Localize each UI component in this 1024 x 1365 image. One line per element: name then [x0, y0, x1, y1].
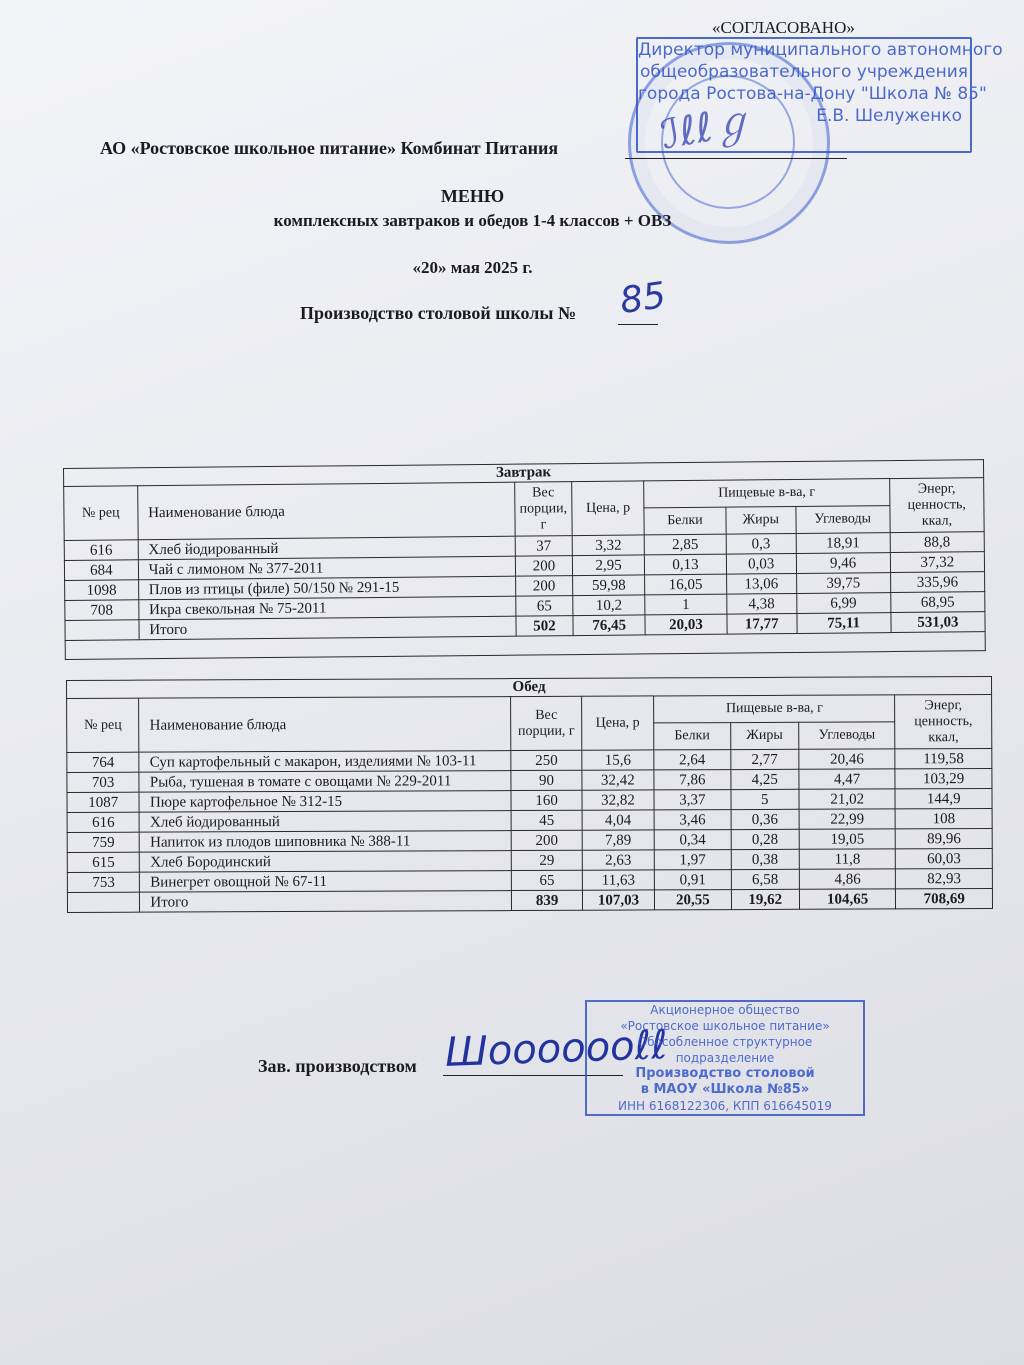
cell-energy: 335,96 — [890, 572, 984, 593]
col-carbs: Углеводы — [799, 722, 896, 749]
school-number-handwritten: 85 — [617, 275, 669, 322]
organization-underline — [625, 158, 847, 159]
cell-energy: 119,58 — [895, 748, 992, 768]
breakfast-rows — [64, 532, 985, 621]
cell-rec: 759 — [67, 832, 139, 852]
production-label: Производство столовой школы № — [300, 303, 577, 323]
total-label: Итого — [140, 891, 512, 913]
cell-rec: 703 — [67, 772, 139, 792]
col-carbs: Углеводы — [795, 506, 889, 534]
cell-name: Плов из птицы (филе) 50/150 № 291-15 — [138, 576, 515, 600]
cell-price: 2,63 — [582, 850, 654, 870]
cell-fat: 4,38 — [727, 593, 797, 614]
lunch-rows — [67, 748, 993, 892]
cell-protein: 2,64 — [654, 750, 730, 770]
cell-carbs: 4,86 — [799, 869, 896, 889]
cell-name: Напиток из плодов шиповника № 388-11 — [140, 831, 512, 853]
cell-energy: 68,95 — [890, 592, 984, 613]
menu-date: «20» мая 2025 г. — [412, 258, 533, 277]
cell-protein: 3,46 — [654, 810, 730, 830]
cell-protein: 16,05 — [645, 574, 727, 595]
cell-name: Пюре картофельное № 312-15 — [139, 791, 511, 813]
total-fat: 17,77 — [727, 613, 797, 634]
cell-protein: 0,13 — [644, 554, 726, 575]
cell-carbs: 22,99 — [799, 809, 896, 829]
col-fat: Жиры — [730, 722, 798, 749]
cell-name: Хлеб йодированный — [138, 536, 515, 560]
cell-rec: 616 — [67, 812, 139, 832]
cell-weight: 65 — [515, 596, 573, 617]
cell-carbs: 20,46 — [799, 749, 896, 769]
cell-price: 11,63 — [582, 870, 654, 890]
total-weight: 502 — [515, 616, 573, 637]
cell-protein: 3,37 — [654, 790, 730, 810]
stamp-line: в МАОУ «Школа №85» — [640, 1082, 810, 1097]
col-energy: Энерг, ценность, ккал, — [895, 694, 992, 748]
cell-carbs: 4,47 — [799, 769, 896, 789]
cell-weight: 160 — [511, 790, 581, 810]
cell-weight: 65 — [512, 870, 582, 890]
cell-rec: 753 — [67, 872, 139, 892]
menu-subtitle: комплексных завтраков и обедов 1-4 классов + ОВЗ — [273, 211, 672, 230]
cell-protein: 0,34 — [654, 830, 730, 850]
approval-stamp-signer: Е.В. Шелуженко — [816, 106, 962, 126]
total-weight: 839 — [512, 890, 582, 910]
col-protein: Белки — [644, 507, 726, 535]
lunch-table — [66, 676, 993, 913]
cell-rec: 708 — [65, 600, 139, 621]
cell-fat: 0,28 — [731, 829, 799, 849]
total-fat: 19,62 — [731, 889, 799, 909]
production-underline — [618, 324, 658, 325]
cell-carbs: 6,99 — [796, 593, 890, 614]
cell-fat: 2,77 — [730, 749, 798, 769]
col-fat: Жиры — [726, 506, 796, 534]
approval-stamp-line: общеобразовательного учреждения — [639, 62, 969, 82]
total-protein: 20,55 — [655, 890, 731, 910]
cell-carbs: 11,8 — [799, 849, 896, 869]
col-name: Наименование блюда — [139, 697, 511, 753]
total-energy: 708,69 — [896, 888, 993, 908]
stamp-line: Обособленное структурное подразделение — [637, 1035, 813, 1065]
cell-energy: 144,9 — [895, 788, 992, 808]
total-carbs: 75,11 — [796, 613, 890, 634]
production-manager-label: Зав. производством — [258, 1056, 417, 1076]
cell-energy: 103,29 — [895, 768, 992, 788]
cell-fat: 0,3 — [726, 533, 796, 554]
cell-name: Икра свекольная № 75-2011 — [138, 596, 515, 620]
cell-fat: 6,58 — [731, 869, 799, 889]
cell-name: Чай с лимоном № 377-2011 — [138, 556, 515, 580]
approval-stamp-line: города Ростова-на-Дону "Школа № 85" — [638, 84, 987, 104]
col-nutrients: Пищевые в-ва, г — [654, 695, 895, 723]
cell-carbs: 9,46 — [796, 553, 890, 574]
cell-energy: 82,93 — [896, 868, 993, 888]
cell-carbs: 21,02 — [799, 789, 896, 809]
total-protein: 20,03 — [645, 614, 727, 635]
cell-weight: 200 — [515, 576, 573, 597]
director-signature: ℐℓℓℊ — [657, 97, 756, 159]
col-rec: № рец — [64, 486, 138, 541]
col-weight: Вес порции, г — [511, 696, 582, 750]
col-price: Цена, р — [572, 481, 644, 536]
manager-signature: Шооооооℓℓ — [444, 1022, 669, 1076]
total-price: 76,45 — [573, 615, 645, 636]
cell-weight: 45 — [511, 810, 581, 830]
cell-price: 15,6 — [582, 750, 654, 770]
stamp-line: ИНН 6168122306, КПП 616645019 — [618, 1099, 832, 1113]
lunch-title: Обед — [67, 676, 992, 698]
cell-energy: 108 — [896, 808, 993, 828]
cell-fat: 0,36 — [731, 809, 799, 829]
col-nutrients: Пищевые в-ва, г — [644, 479, 890, 508]
total-energy: 531,03 — [891, 612, 985, 633]
cell-energy: 60,03 — [896, 848, 993, 868]
col-energy: Энерг, ценность, ккал, — [889, 478, 984, 533]
cell-carbs: 19,05 — [799, 829, 896, 849]
cell-name: Суп картофельный с макарон, изделиями № 103-11 — [139, 751, 511, 773]
cell-price: 7,89 — [582, 830, 654, 850]
cell-fat: 0,03 — [726, 553, 796, 574]
cell-protein: 0,91 — [654, 870, 730, 890]
cell-price: 32,42 — [582, 770, 654, 790]
organization-name: АО «Ростовское школьное питание» Комбинат Питания — [100, 138, 559, 158]
stamp-line: «Ростовское школьное питание» — [620, 1019, 830, 1033]
cell-rec: 764 — [67, 752, 139, 772]
cell-weight: 37 — [515, 536, 573, 557]
approval-stamp-line: Директор муниципального автономного — [638, 40, 1003, 60]
cell-rec: 1098 — [65, 580, 139, 601]
cell-rec: 1087 — [67, 792, 139, 812]
cell-name: Хлеб Бородинский — [140, 851, 512, 873]
cell-protein: 1,97 — [654, 850, 730, 870]
cell-fat: 13,06 — [726, 573, 796, 594]
col-price: Цена, р — [581, 696, 654, 750]
cell-name: Винегрет овощной № 67-11 — [140, 871, 512, 893]
cell-weight: 250 — [511, 750, 581, 770]
col-protein: Белки — [654, 723, 731, 750]
cell-protein: 1 — [645, 594, 727, 615]
cell-fat: 5 — [731, 789, 799, 809]
col-name: Наименование блюда — [137, 482, 514, 540]
cell-weight: 90 — [511, 770, 581, 790]
cell-carbs: 39,75 — [796, 573, 890, 594]
cell-fat: 0,38 — [731, 849, 799, 869]
cell-weight: 29 — [512, 850, 582, 870]
cell-price: 3,32 — [573, 535, 645, 556]
breakfast-title: Завтрак — [64, 460, 984, 487]
organization-stamp — [585, 1000, 865, 1116]
cell-price: 59,98 — [573, 575, 645, 596]
cell-fat: 4,25 — [730, 769, 798, 789]
cell-energy: 37,32 — [890, 552, 984, 573]
breakfast-table — [63, 459, 986, 660]
cell-weight: 200 — [512, 830, 582, 850]
col-rec: № рец — [67, 698, 140, 752]
cell-carbs: 18,91 — [796, 533, 890, 554]
cell-protein: 7,86 — [654, 770, 730, 790]
cell-price: 2,95 — [573, 555, 645, 576]
cell-name: Рыба, тушеная в томате с овощами № 229-2011 — [139, 771, 511, 793]
cell-price: 4,04 — [582, 810, 654, 830]
agreed-label: «СОГЛАСОВАНО» — [712, 18, 855, 37]
cell-energy: 88,8 — [890, 532, 984, 553]
lunch-total-row — [67, 888, 992, 912]
total-price: 107,03 — [582, 890, 654, 910]
cell-price: 10,2 — [573, 595, 645, 616]
stamp-line: Производство столовой — [635, 1066, 815, 1081]
cell-rec: 684 — [64, 560, 138, 581]
cell-name: Хлеб йодированный — [139, 811, 511, 833]
menu-title: МЕНЮ — [440, 186, 505, 206]
cell-rec: 615 — [67, 852, 139, 872]
cell-energy: 89,96 — [896, 828, 993, 848]
stamp-line: Акционерное общество — [650, 1003, 800, 1017]
total-carbs: 104,65 — [799, 889, 896, 909]
cell-price: 32,82 — [582, 790, 654, 810]
cell-weight: 200 — [515, 556, 573, 577]
total-label: Итого — [139, 616, 516, 640]
cell-rec: 616 — [64, 540, 138, 561]
col-weight: Вес порции, г — [514, 482, 572, 537]
cell-protein: 2,85 — [644, 534, 726, 555]
